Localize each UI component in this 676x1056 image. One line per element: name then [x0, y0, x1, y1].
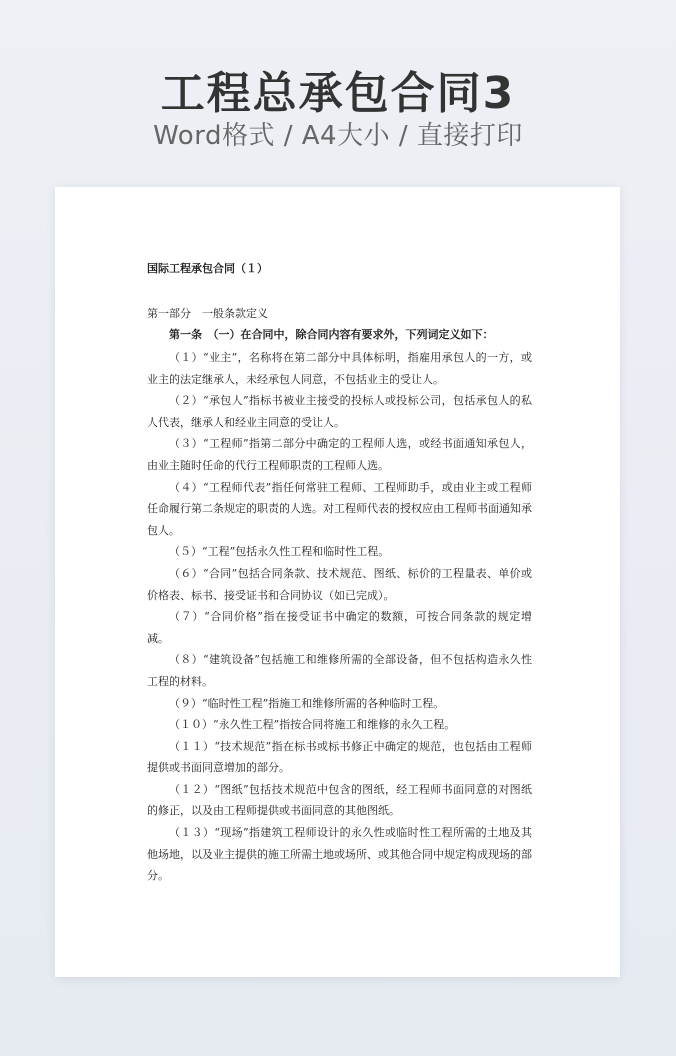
- definition-paragraph: （４）“工程师代表”指任何常驻工程师、工程师助手，或由业主或工程师任命履行第二条规定的职责的人选。对工程师代表的授权应由工程师书面通知承包人。: [147, 480, 532, 537]
- definition-paragraph: （１２）“图纸”包括技术规范中包含的图纸，经工程师书面同意的对图纸的修正，以及由工程师提供或书面同意的其他图纸。: [147, 782, 532, 818]
- part-heading: 第一部分 一般条款定义: [147, 307, 268, 320]
- page-title: 工程总承包合同3: [160, 68, 516, 119]
- definition-paragraph: （６）“合同”包括合同条款、技术规范、图纸、标价的工程量表、单价或价格表、标书、接受证书和合同协议（如已完成）。: [147, 566, 532, 602]
- definition-paragraph: （８）“建筑设备”包括施工和维修所需的全部设备，但不包括构造永久性工程的材料。: [147, 653, 532, 688]
- definition-paragraph: （１０）“永久性工程”指按合同将施工和维修的永久工程。: [169, 718, 456, 732]
- page-subtitle: Word格式 / A4大小 / 直接打印: [153, 121, 523, 151]
- definition-paragraph: （７）“合同价格”指在接受证书中确定的数额，可按合同条款的规定增减。: [147, 610, 532, 645]
- document-title: 国际工程承包合同（１）: [147, 262, 268, 275]
- definition-paragraph: （５）“工程”包括永久性工程和临时性工程。: [169, 545, 390, 559]
- document-body: [147, 261, 532, 887]
- definition-paragraph: （１）“业主”，名称将在第二部分中具体标明，指雇用承包人的一方，或业主的法定继承人，未经承包人同意，不包括业主的受让人。: [147, 351, 532, 386]
- definition-paragraph: （３）“工程师”指第二部分中确定的工程师人选，或经书面通知承包人，由业主随时任命的代行工程师职责的工程师人选。: [147, 437, 532, 472]
- document-page: [55, 187, 620, 977]
- definition-paragraph: （９）“临时性工程”指施工和维修所需的各种临时工程。: [169, 696, 445, 710]
- definition-paragraph: （１３）“现场”指建筑工程师设计的永久性或临时性工程所需的土地及其他场地，以及业主提供的施工所需土地或场所、或其他合同中规定构成现场的部分。: [147, 826, 532, 883]
- definition-paragraph: （１１）“技术规范”指在标书或标书修正中确定的规范，也包括由工程师提供或书面同意增加的部分。: [147, 739, 532, 775]
- definition-paragraph: （２）“承包人”指标书被业主接受的投标人或投标公司，包括承包人的私人代表，继承人和经业主同意的受让人。: [147, 394, 532, 429]
- article-heading: 第一条 （一）在合同中，除合同内容有要求外，下列词定义如下：: [169, 328, 494, 341]
